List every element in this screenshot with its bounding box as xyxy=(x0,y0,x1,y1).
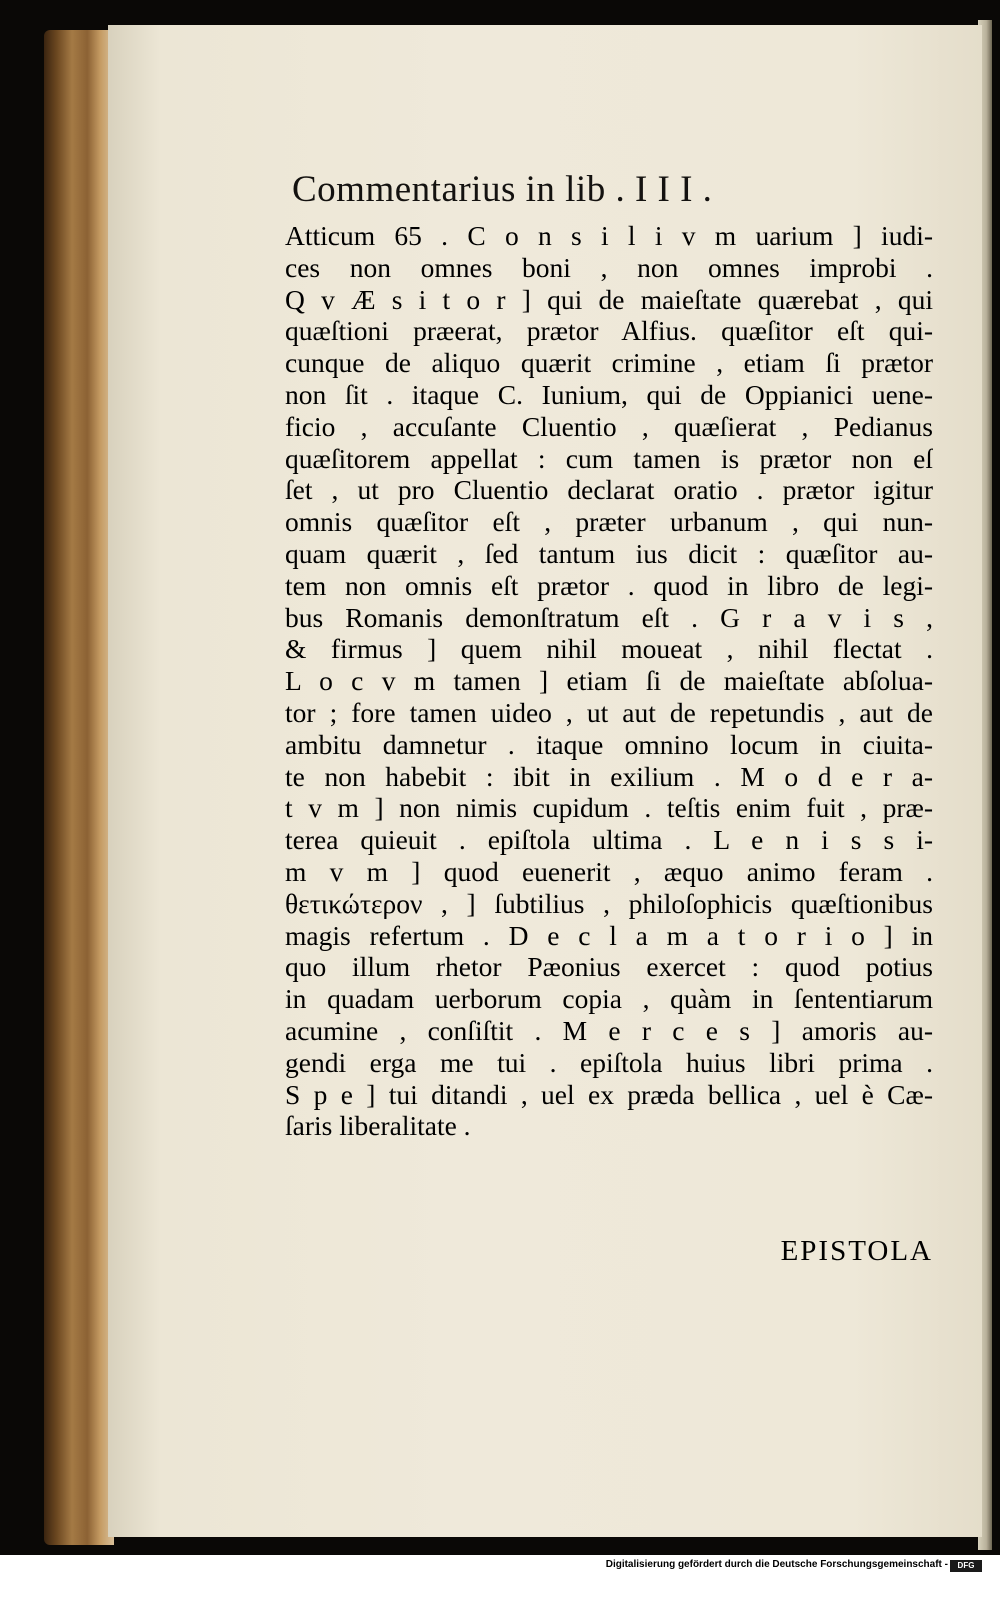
text-line: gendi erga me tui . epiſtola huius libri prima . xyxy=(285,1046,933,1078)
text-line: ambitu damnetur . itaque omnino locum in ciuita- xyxy=(285,728,933,760)
digitization-credit: Digitalisierung gefördert durch die Deutsche Forschungsgemeinschaft - xyxy=(605,1559,948,1570)
dfg-logo: DFG xyxy=(950,1560,982,1572)
text-line: non ſit . itaque C. Iunium, qui de Oppianici uene- xyxy=(285,378,933,410)
text-line: magis refertum . D e c l a m a t o r i o ] in xyxy=(285,919,933,951)
text-line: cunque de aliquo quærit crimine , etiam ſi prætor xyxy=(285,347,933,379)
catchword: EPISTOLA xyxy=(780,1235,933,1267)
text-line: tor ; fore tamen uideo , ut aut de repetundis , aut de xyxy=(285,696,933,728)
text-line: L o c v m tamen ] etiam ſi de maieſtate abſolua- xyxy=(285,665,933,697)
text-line: ces non omnes boni , non omnes improbi . xyxy=(285,251,933,283)
text-line: tem non omnis eſt prætor . quod in libro de legi- xyxy=(285,569,933,601)
book-spine xyxy=(44,30,114,1545)
text-line: t v m ] non nimis cupidum . teſtis enim fuit , præ- xyxy=(285,792,933,824)
text-line: terea quieuit . epiſtola ultima . L e n i s s i- xyxy=(285,824,933,856)
text-line: acumine , conſiſtit . M e r c e s ] amoris au- xyxy=(285,1014,933,1046)
text-line: quæſitorem appellat : cum tamen is prætor non eſ xyxy=(285,442,933,474)
text-line: omnis quæſitor eſt , præter urbanum , qui nun- xyxy=(285,506,933,538)
text-line: m v m ] quod euenerit , æquo animo feram . xyxy=(285,855,933,887)
text-line: & firmus ] quem nihil moueat , nihil flectat . xyxy=(285,633,933,665)
text-line: S p e ] tui ditandi , uel ex præda bellica , uel è Cæ- xyxy=(285,1078,933,1110)
running-head: Commentarius in lib . I I I . xyxy=(292,169,713,210)
text-line: Q v Æ s i t o r ] qui de maieſtate quærebat , qui xyxy=(285,283,933,315)
text-line: te non habebit : ibit in exilium . M o d e r a- xyxy=(285,760,933,792)
commentary-text xyxy=(285,220,933,1142)
text-line: quo illum rhetor Pæonius exercet : quod potius xyxy=(285,951,933,983)
text-line: Atticum 65 . C o n s i l i v m uarium ] iudi- xyxy=(285,220,933,251)
text-line: ficio , accuſante Cluentio , quæſierat , Pedianus xyxy=(285,410,933,442)
text-line: quæſtioni præerat, prætor Alfius. quæſitor eſt qui- xyxy=(285,315,933,347)
text-line: in quadam uerborum copia , quàm in ſententiarum xyxy=(285,983,933,1015)
text-line: ſet , ut pro Cluentio declarat oratio . prætor igitur xyxy=(285,474,933,506)
text-line: quam quærit , ſed tantum ius dicit : quæſitor au- xyxy=(285,537,933,569)
text-line: θετικώτερον , ] ſubtilius , philoſophicis quæſtionibus xyxy=(285,887,933,919)
text-line: ſaris liberalitate . xyxy=(285,1110,471,1142)
text-line: bus Romanis demonſtratum eſt . G r a v i s , xyxy=(285,601,933,633)
